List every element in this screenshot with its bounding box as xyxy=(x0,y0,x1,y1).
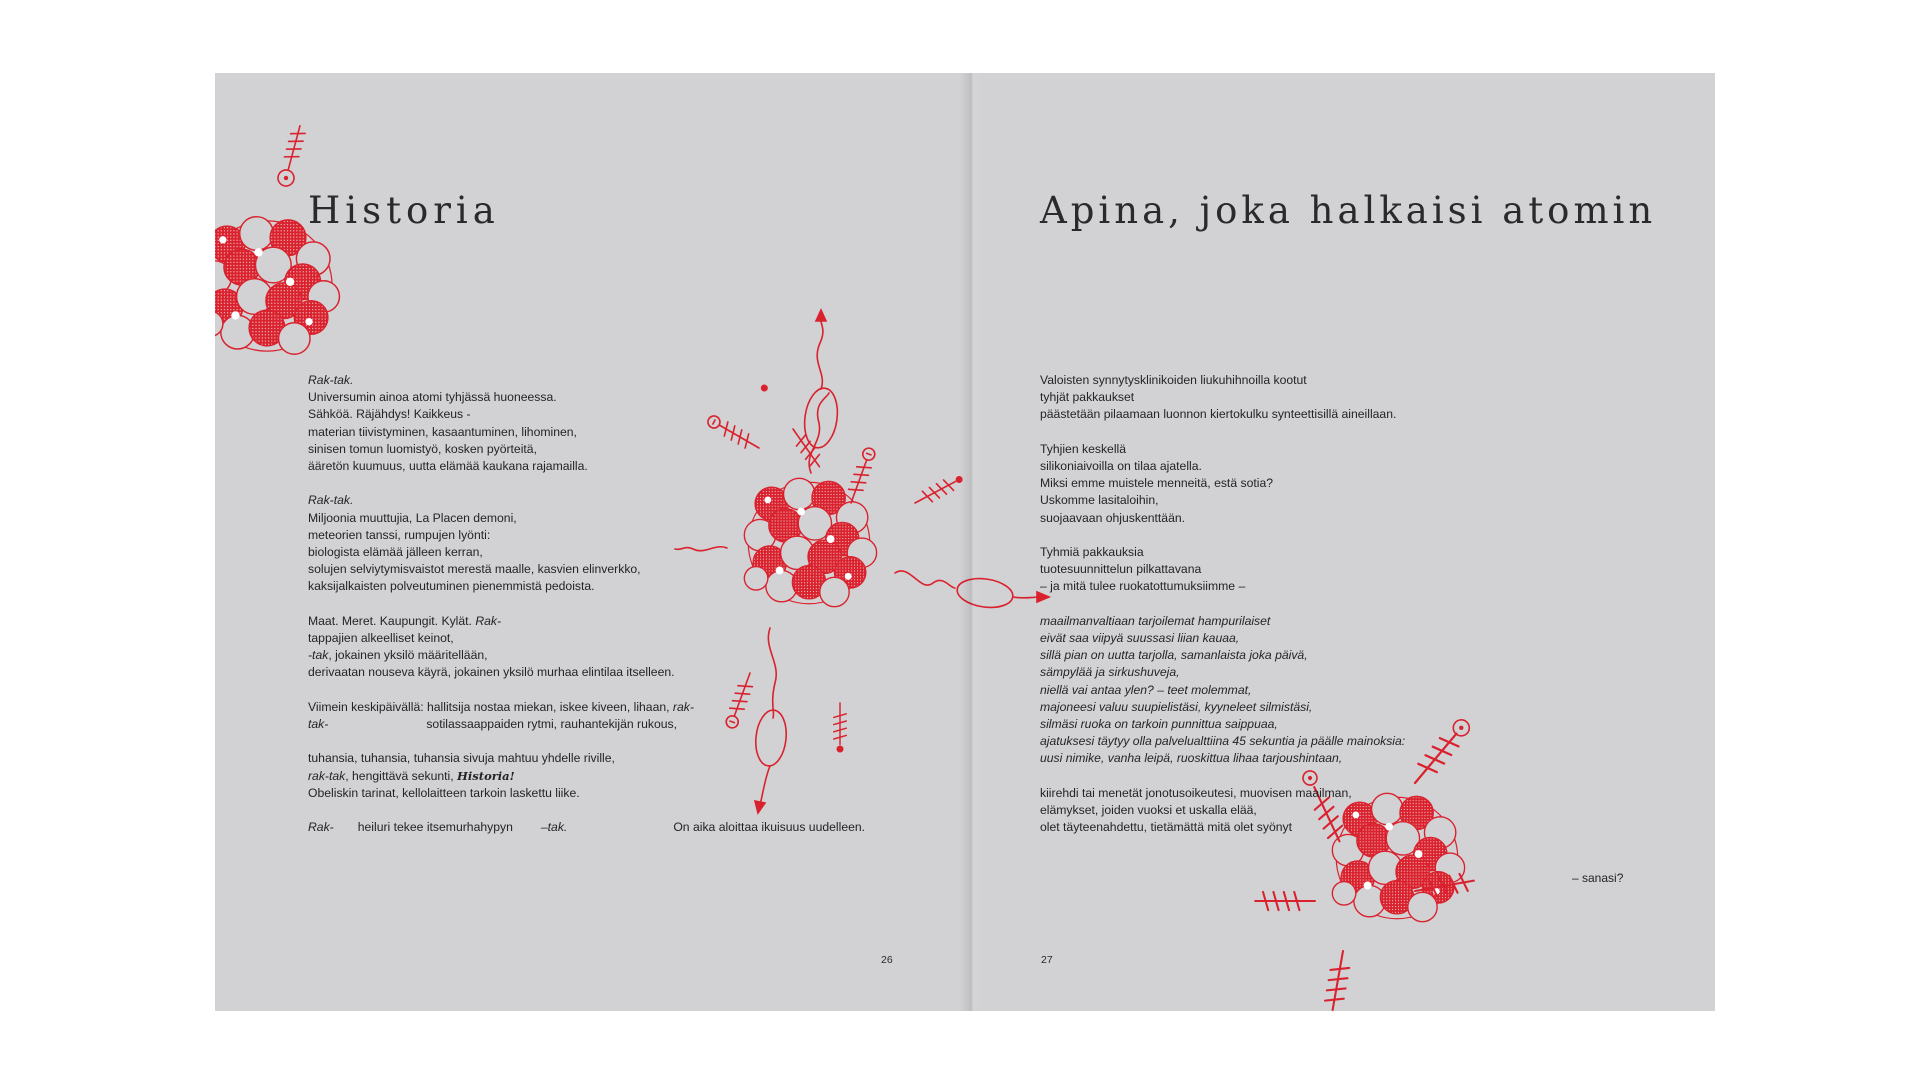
stanza-3 xyxy=(1040,544,1640,596)
poem-line: sinisen tomun luomistyö, kosken pyörteitä, xyxy=(308,441,537,456)
poem-line: sämpylää ja sirkushuveja, xyxy=(1040,665,1180,680)
poem-text: heiluri tekee itsemurhahypyn xyxy=(357,820,513,835)
poem-line xyxy=(308,819,908,836)
right-page-title: Apina, joka halkaisi atomin xyxy=(1040,189,1657,232)
stanza-1 xyxy=(1040,372,1640,424)
poem-line: Valoisten synnytysklinikoiden liukuhihnoilla kootut xyxy=(1040,373,1307,387)
poem-line xyxy=(308,716,908,733)
poem-line: Sähköä. Räjähdys! Kaikkeus - xyxy=(308,407,471,422)
poem-line: – ja mitä tulee ruokatottumuksiimme – xyxy=(1040,579,1246,594)
poem-line: biologista elämää jälleen kerran, xyxy=(308,545,483,560)
stanza-5 xyxy=(308,750,908,802)
poem-text: Rak- xyxy=(475,613,502,628)
poem-line: derivaatan nouseva käyrä, jokainen yksilö murhaa elintilaa itselleen. xyxy=(308,665,675,680)
poem-line: päästetään pilaamaan luonnon kiertokulku synteettisillä aineillaan. xyxy=(1040,407,1397,422)
poem-text: rak-tak xyxy=(308,768,346,783)
poem-line xyxy=(308,647,908,664)
poem-line: Obeliskin tarinat, kellolaitteen tarkoin laskettu liike. xyxy=(308,785,580,800)
sanasi-caption: – sanasi? xyxy=(1572,871,1624,885)
poem-text: Maat. Meret. Kaupungit. Kylät. xyxy=(308,613,476,628)
poem-text: sotilassaappaiden rytmi, rauhantekijän rukous, xyxy=(426,717,677,732)
poem-text: Historia! xyxy=(457,768,515,783)
poem-text: –tak. xyxy=(540,820,568,835)
poem-text: , hengittävä sekunti, xyxy=(345,768,458,783)
poem-line: Miljoonia muuttujia, La Placen demoni, xyxy=(308,510,517,525)
poem-line: Universumin ainoa atomi tyhjässä huoneessa. xyxy=(308,390,557,405)
poem-line: kiirehdi tai menetät jonotusoikeutesi, muovisen maailman, xyxy=(1040,785,1352,800)
poem-text: rak- xyxy=(672,699,694,714)
stanza-4 xyxy=(1040,613,1640,768)
poem-line: tappajien alkeelliset keinot, xyxy=(308,631,454,646)
poem-line: eivät saa viipyä suussasi liian kauaa, xyxy=(1040,631,1240,645)
poem-text: -tak xyxy=(308,648,329,663)
poem-line: majoneesi valuu suupielistäsi, kyyneleet silmistäsi, xyxy=(1040,699,1313,714)
poem-line: Tyhjien keskellä xyxy=(1040,441,1127,456)
stanza-4 xyxy=(308,699,908,733)
poem-line: maailmanvaltiaan tarjoilemat hampurilaiset xyxy=(1040,613,1271,628)
poem-text: Viimein keskipäivällä: hallitsija nostaa miekan, iskee kiveen, lihaan, xyxy=(308,699,673,714)
poem-line: uusi nimike, vanha leipä, ruoskittua lihaa tarjoushintaan, xyxy=(1040,751,1343,766)
stanza-3 xyxy=(308,613,908,682)
poem-line: Tyhmiä pakkauksia xyxy=(1040,545,1144,559)
book-fold xyxy=(960,73,982,1011)
left-page-poem xyxy=(308,372,908,836)
poem-line: silikoniaivoilla on tilaa ajatella. xyxy=(1040,459,1202,473)
page-number-right: 27 xyxy=(1041,954,1053,966)
stanza-2 xyxy=(308,492,908,595)
poem-line: Uskomme lasitaloihin, xyxy=(1040,493,1159,508)
page-number-left: 26 xyxy=(881,954,893,966)
poem-line: sillä pian on uutta tarjolla, samanlaista joka päivä, xyxy=(1040,648,1308,663)
poem-line: suojaavaan ohjuskenttään. xyxy=(1040,510,1186,525)
poem-line: ajatuksesi täytyy olla palvelualttiina 45 sekuntia ja päälle mainoksia: xyxy=(1040,734,1406,749)
stanza-6 xyxy=(308,819,908,836)
poem-line: elämykset, joiden vuoksi et uskalla elää, xyxy=(1040,803,1257,818)
poem-line: ääretön kuumuus, uutta elämää kaukana rajamailla. xyxy=(308,459,588,474)
poem-line: silmäsi ruoka on tarkoin punnittua saippuaa, xyxy=(1040,717,1278,732)
stanza-5 xyxy=(1040,785,1640,837)
poem-line xyxy=(308,699,908,716)
poem-line: Rak-tak. xyxy=(308,373,354,387)
poem-line: Rak-tak. xyxy=(308,493,354,508)
poem-line: materian tiivistyminen, kasaantuminen, lihominen, xyxy=(308,424,577,439)
poem-line xyxy=(308,613,908,630)
poem-text: Rak- xyxy=(308,820,334,835)
poem-text: tak- xyxy=(308,717,329,732)
left-page-title: Historia xyxy=(308,189,500,232)
poem-line: niellä vai antaa ylen? – teet molemmat, xyxy=(1040,682,1252,697)
poem-line: olet täyteenahdettu, tietämättä mitä olet syönyt xyxy=(1040,820,1293,835)
stanza-1 xyxy=(308,372,908,475)
poem-line: solujen selviytymisvaistot merestä maalle, kasvien elinverkko, xyxy=(308,562,641,577)
poem-text: On aika aloittaa ikuisuus uudelleen. xyxy=(673,820,866,835)
poem-line: tyhjät pakkaukset xyxy=(1040,390,1135,405)
poem-line: Miksi emme muistele menneitä, estä sotia? xyxy=(1040,476,1274,491)
stanza-2 xyxy=(1040,441,1640,527)
right-page-poem xyxy=(1040,372,1640,836)
poem-line: kaksijalkaisten polveutuminen pienemmistä pedoista. xyxy=(308,579,595,594)
poem-line: tuotesuunnittelun pilkattavana xyxy=(1040,562,1202,577)
poem-text: , jokainen yksilö määritellään, xyxy=(328,648,488,663)
poem-line: meteorien tanssi, rumpujen lyönti: xyxy=(308,527,491,542)
poem-line xyxy=(308,768,908,785)
book-spread xyxy=(215,73,1715,1011)
poem-line: tuhansia, tuhansia, tuhansia sivuja mahtuu yhdelle riville, xyxy=(308,751,615,766)
